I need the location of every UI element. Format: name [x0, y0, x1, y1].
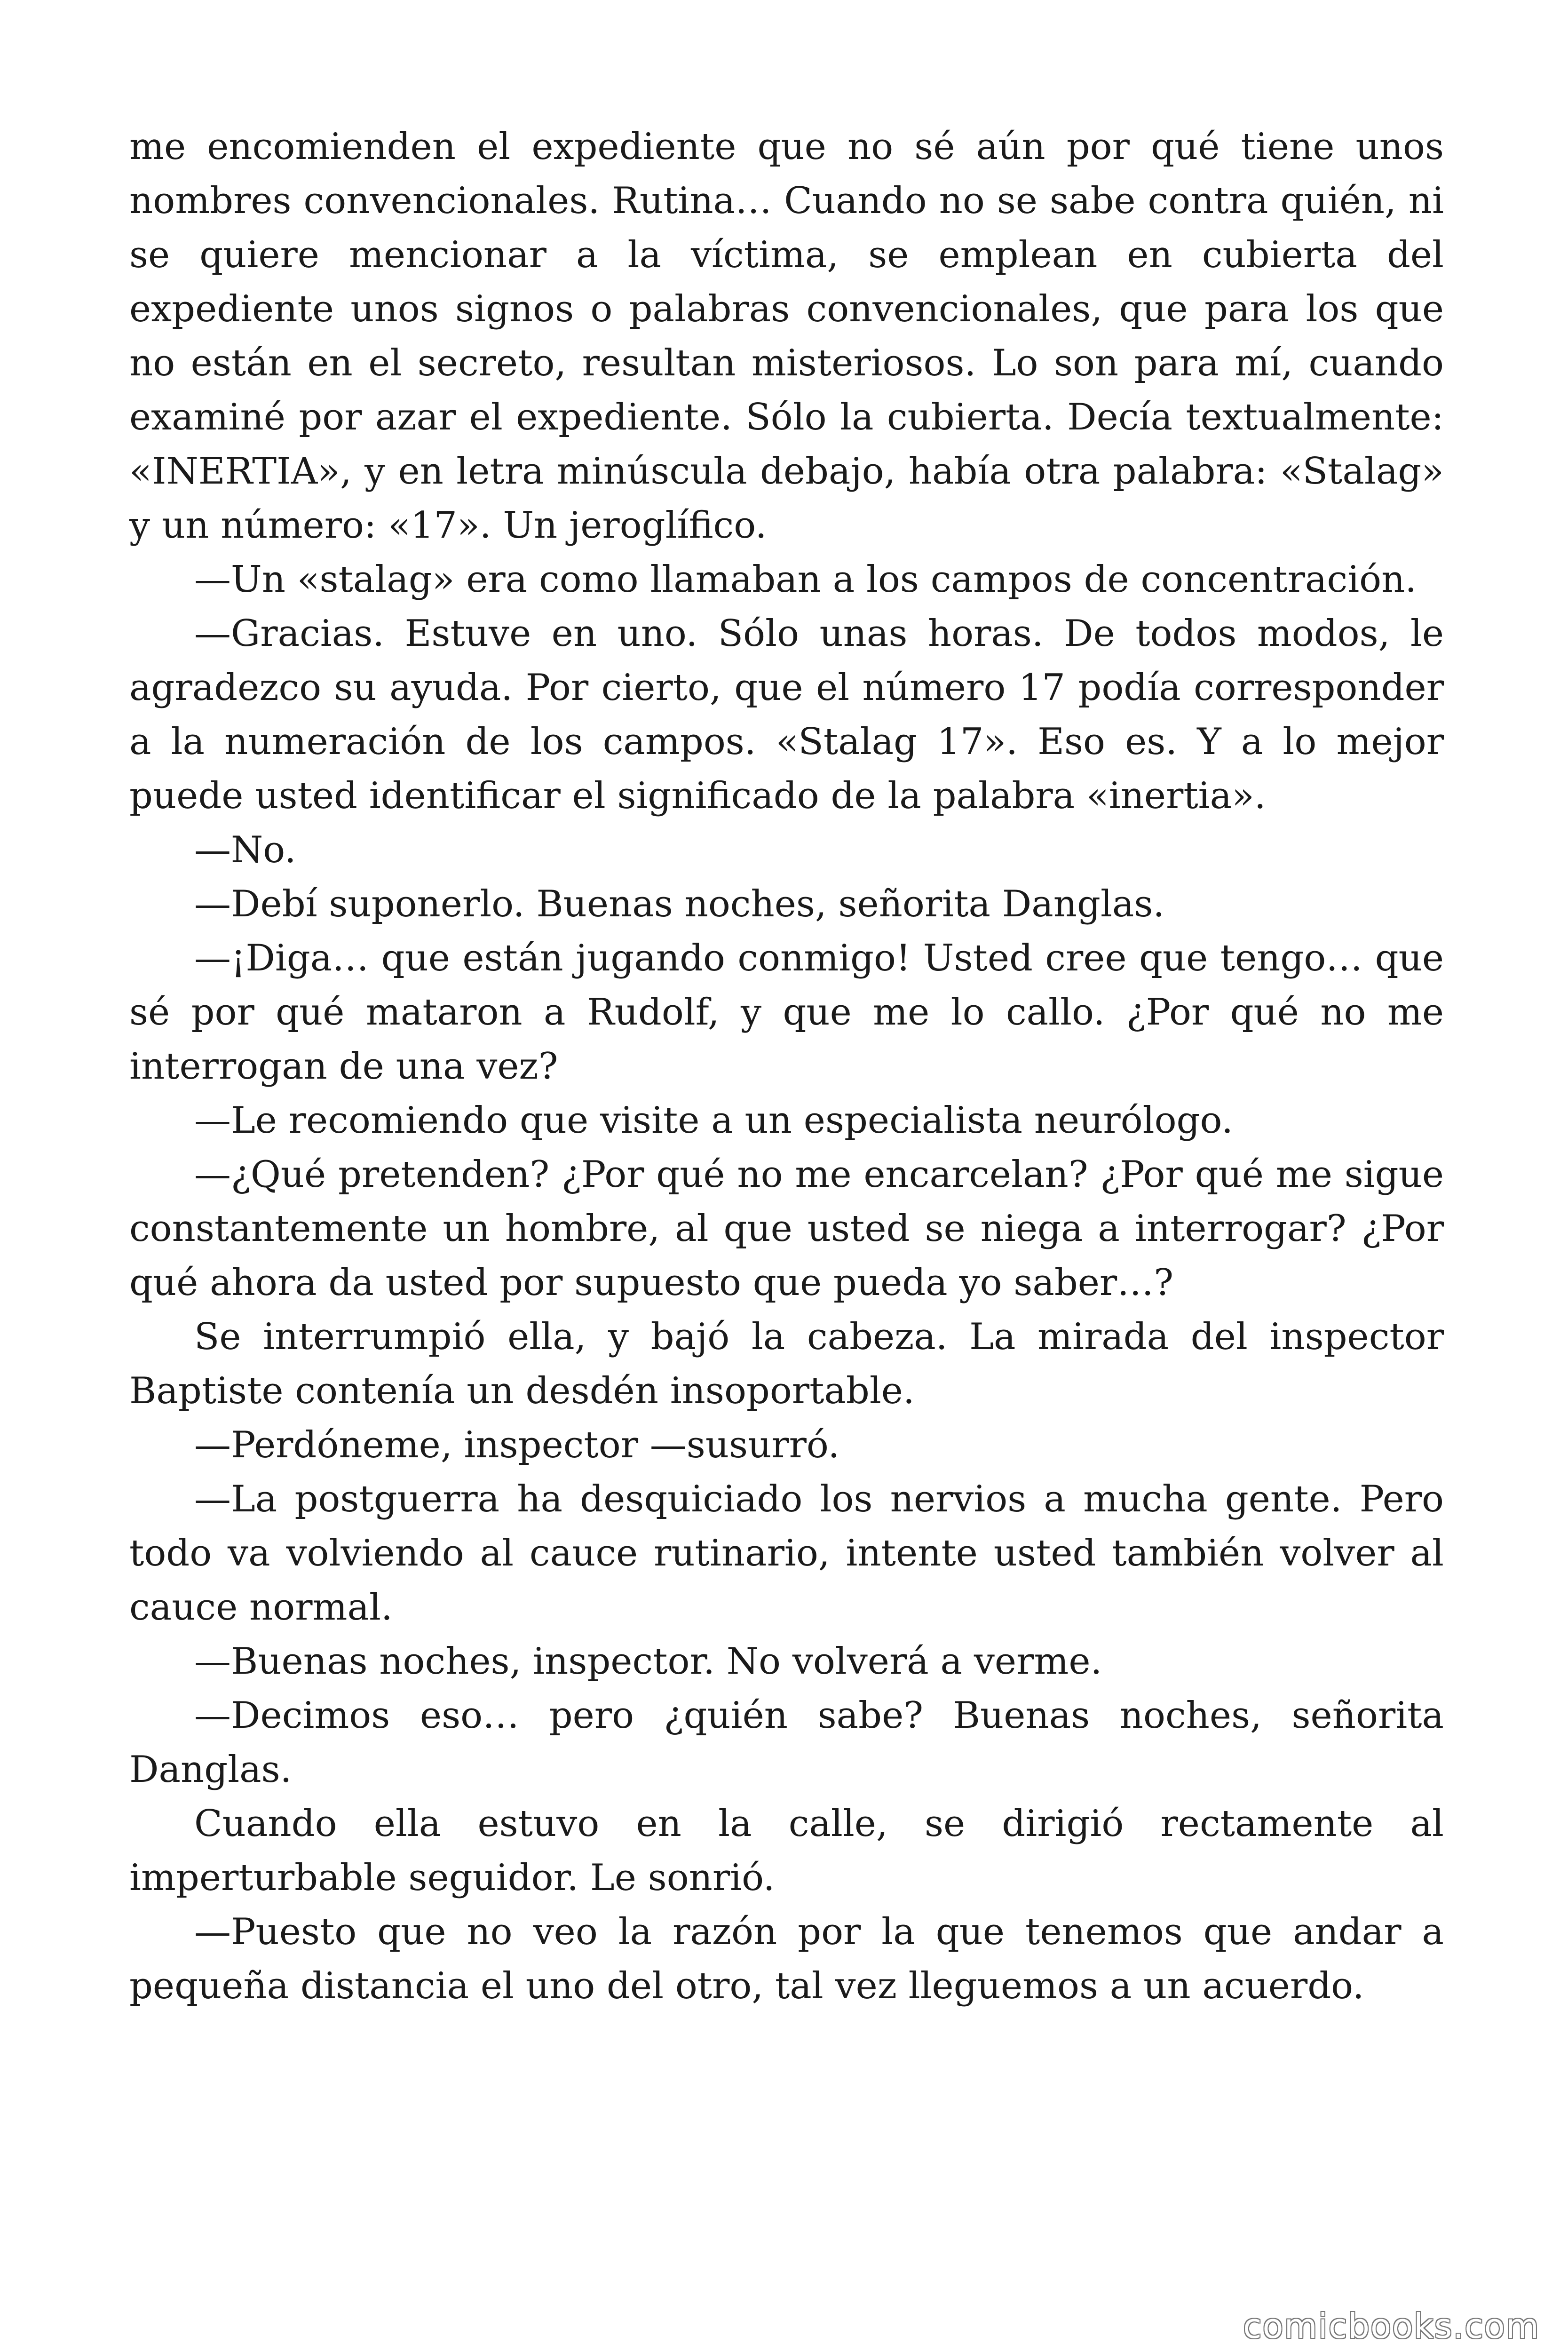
paragraph-5: —Debí suponerlo. Buenas noches, señorita Danglas.: [194, 883, 1165, 925]
paragraph-7: —Le recomiendo que visite a un especialista neurólogo.: [194, 1099, 1233, 1142]
paragraph-1: me encomienden el expediente que no sé aún por qué tiene unos nombres convencionales. Rutina… Cuando no se sabe contra quién, ni se quiere mencionar a la víctima, se emplean en cubierta del expediente unos signos o palabras convencionales, que para los que no están en el secreto, resultan misteriosos. Lo son para mí, cuando examiné por azar el expediente. Sólo la cubierta. Decía textualmente: «INERTIA», y en letra minúscula debajo, había otra palabra: «Stalag» y un número: «17». Un jeroglífico.: [129, 126, 1444, 547]
paragraph-3: —Gracias. Estuve en uno. Sólo unas horas. De todos modos, le agradezco su ayuda. Por cierto, que el número 17 podía corresponder a la numeración de los campos. «Stalag 17». Eso es. Y a lo mejor puede usted identificar el significado de la palabra «inertia».: [129, 612, 1444, 817]
paragraph-13: —Decimos eso… pero ¿quién sabe? Buenas noches, señorita Danglas.: [129, 1694, 1444, 1791]
paragraph-9: Se interrumpió ella, y bajó la cabeza. La mirada del inspector Baptiste contenía un desdén insoportable.: [129, 1316, 1444, 1412]
paragraph-14: Cuando ella estuvo en la calle, se dirigió rectamente al imperturbable seguidor. Le sonrió.: [129, 1803, 1444, 1899]
paragraph-2: —Un «stalag» era como llamaban a los campos de concentración.: [194, 558, 1417, 601]
paragraph-10: —Perdóneme, inspector —susurró.: [194, 1424, 840, 1466]
paragraph-6: —¡Diga… que están jugando conmigo! Usted cree que tengo… que sé por qué mataron a Rudolf, y que me lo callo. ¿Por qué no me interrogan de una vez?: [129, 937, 1444, 1088]
watermark-text: comicbooks.com: [1243, 2306, 1540, 2346]
paragraph-11: —La postguerra ha desquiciado los nervios a mucha gente. Pero todo va volviendo al cauce rutinario, intente usted también volver al cauce normal.: [129, 1478, 1444, 1629]
paragraph-8: —¿Qué pretenden? ¿Por qué no me encarcelan? ¿Por qué me sigue constantemente un hombre, al que usted se niega a interrogar? ¿Por qué ahora da usted por supuesto que pueda yo saber…?: [129, 1153, 1444, 1304]
book-page-text: [129, 120, 1444, 2013]
paragraph-12: —Buenas noches, inspector. No volverá a verme.: [194, 1640, 1102, 1683]
paragraph-15: —Puesto que no veo la razón por la que tenemos que andar a pequeña distancia el uno del otro, tal vez lleguemos a un acuerdo.: [129, 1911, 1444, 2007]
paragraph-4: —No.: [194, 829, 296, 871]
